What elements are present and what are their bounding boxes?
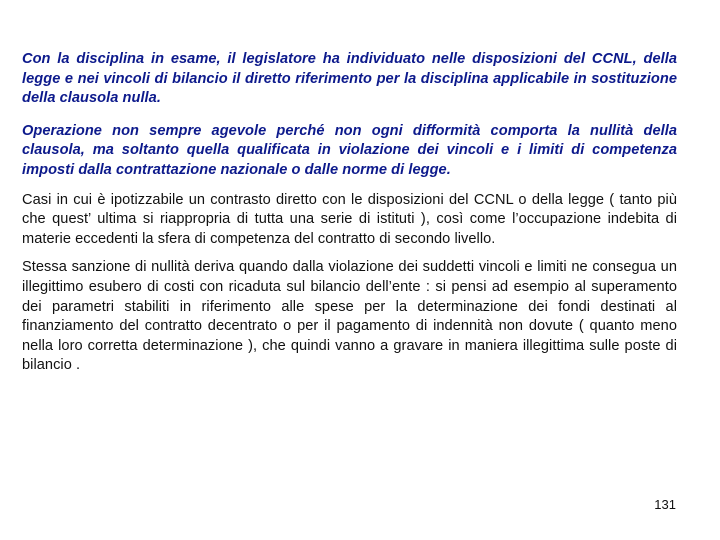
- paragraph-sanction: Stessa sanzione di nullità deriva quando dalla violazione dei suddetti vincoli e limiti ne consegua un illegittimo esubero di costi con ricaduta sul bilancio dell’ente : si pensi ad esempio al superamento dei parametri stabiliti in riferimento alle spese per la determinazione dei fondi destinati al finanziamento del contratto decentrato o per il pagamento di indennità non dovute ( quanto meno nella loro corretta determinazione ), che quindi vanno a gravare in maniera illegittima sulle poste di bilancio .: [22, 259, 677, 374]
- paragraph-operation: Operazione non sempre agevole perché non ogni difformità comporta la nullità della clausola, ma soltanto quella qualificata in violazione dei vincoli e i limiti di competenza imposti dalla contrattazione nazionale o dalle norme di legge.: [22, 122, 677, 178]
- text-body: [22, 50, 677, 386]
- paragraph-cases: Casi in cui è ipotizzabile un contrasto diretto con le disposizioni del CCNL o della legge ( tanto più che quest’ ultima si riappropria di tutta una serie di istituti ), così come l’occupazione indebita di materie eccedenti la sfera di competenza del contratto di secondo livello.: [22, 191, 677, 247]
- paragraph-intro: Con la disciplina in esame, il legislatore ha individuato nelle disposizioni del CCNL, della legge e nei vincoli di bilancio il diretto riferimento per la disciplina applicabile in sostituzione della clausola nulla.: [22, 51, 677, 107]
- page-number: 131: [654, 497, 676, 512]
